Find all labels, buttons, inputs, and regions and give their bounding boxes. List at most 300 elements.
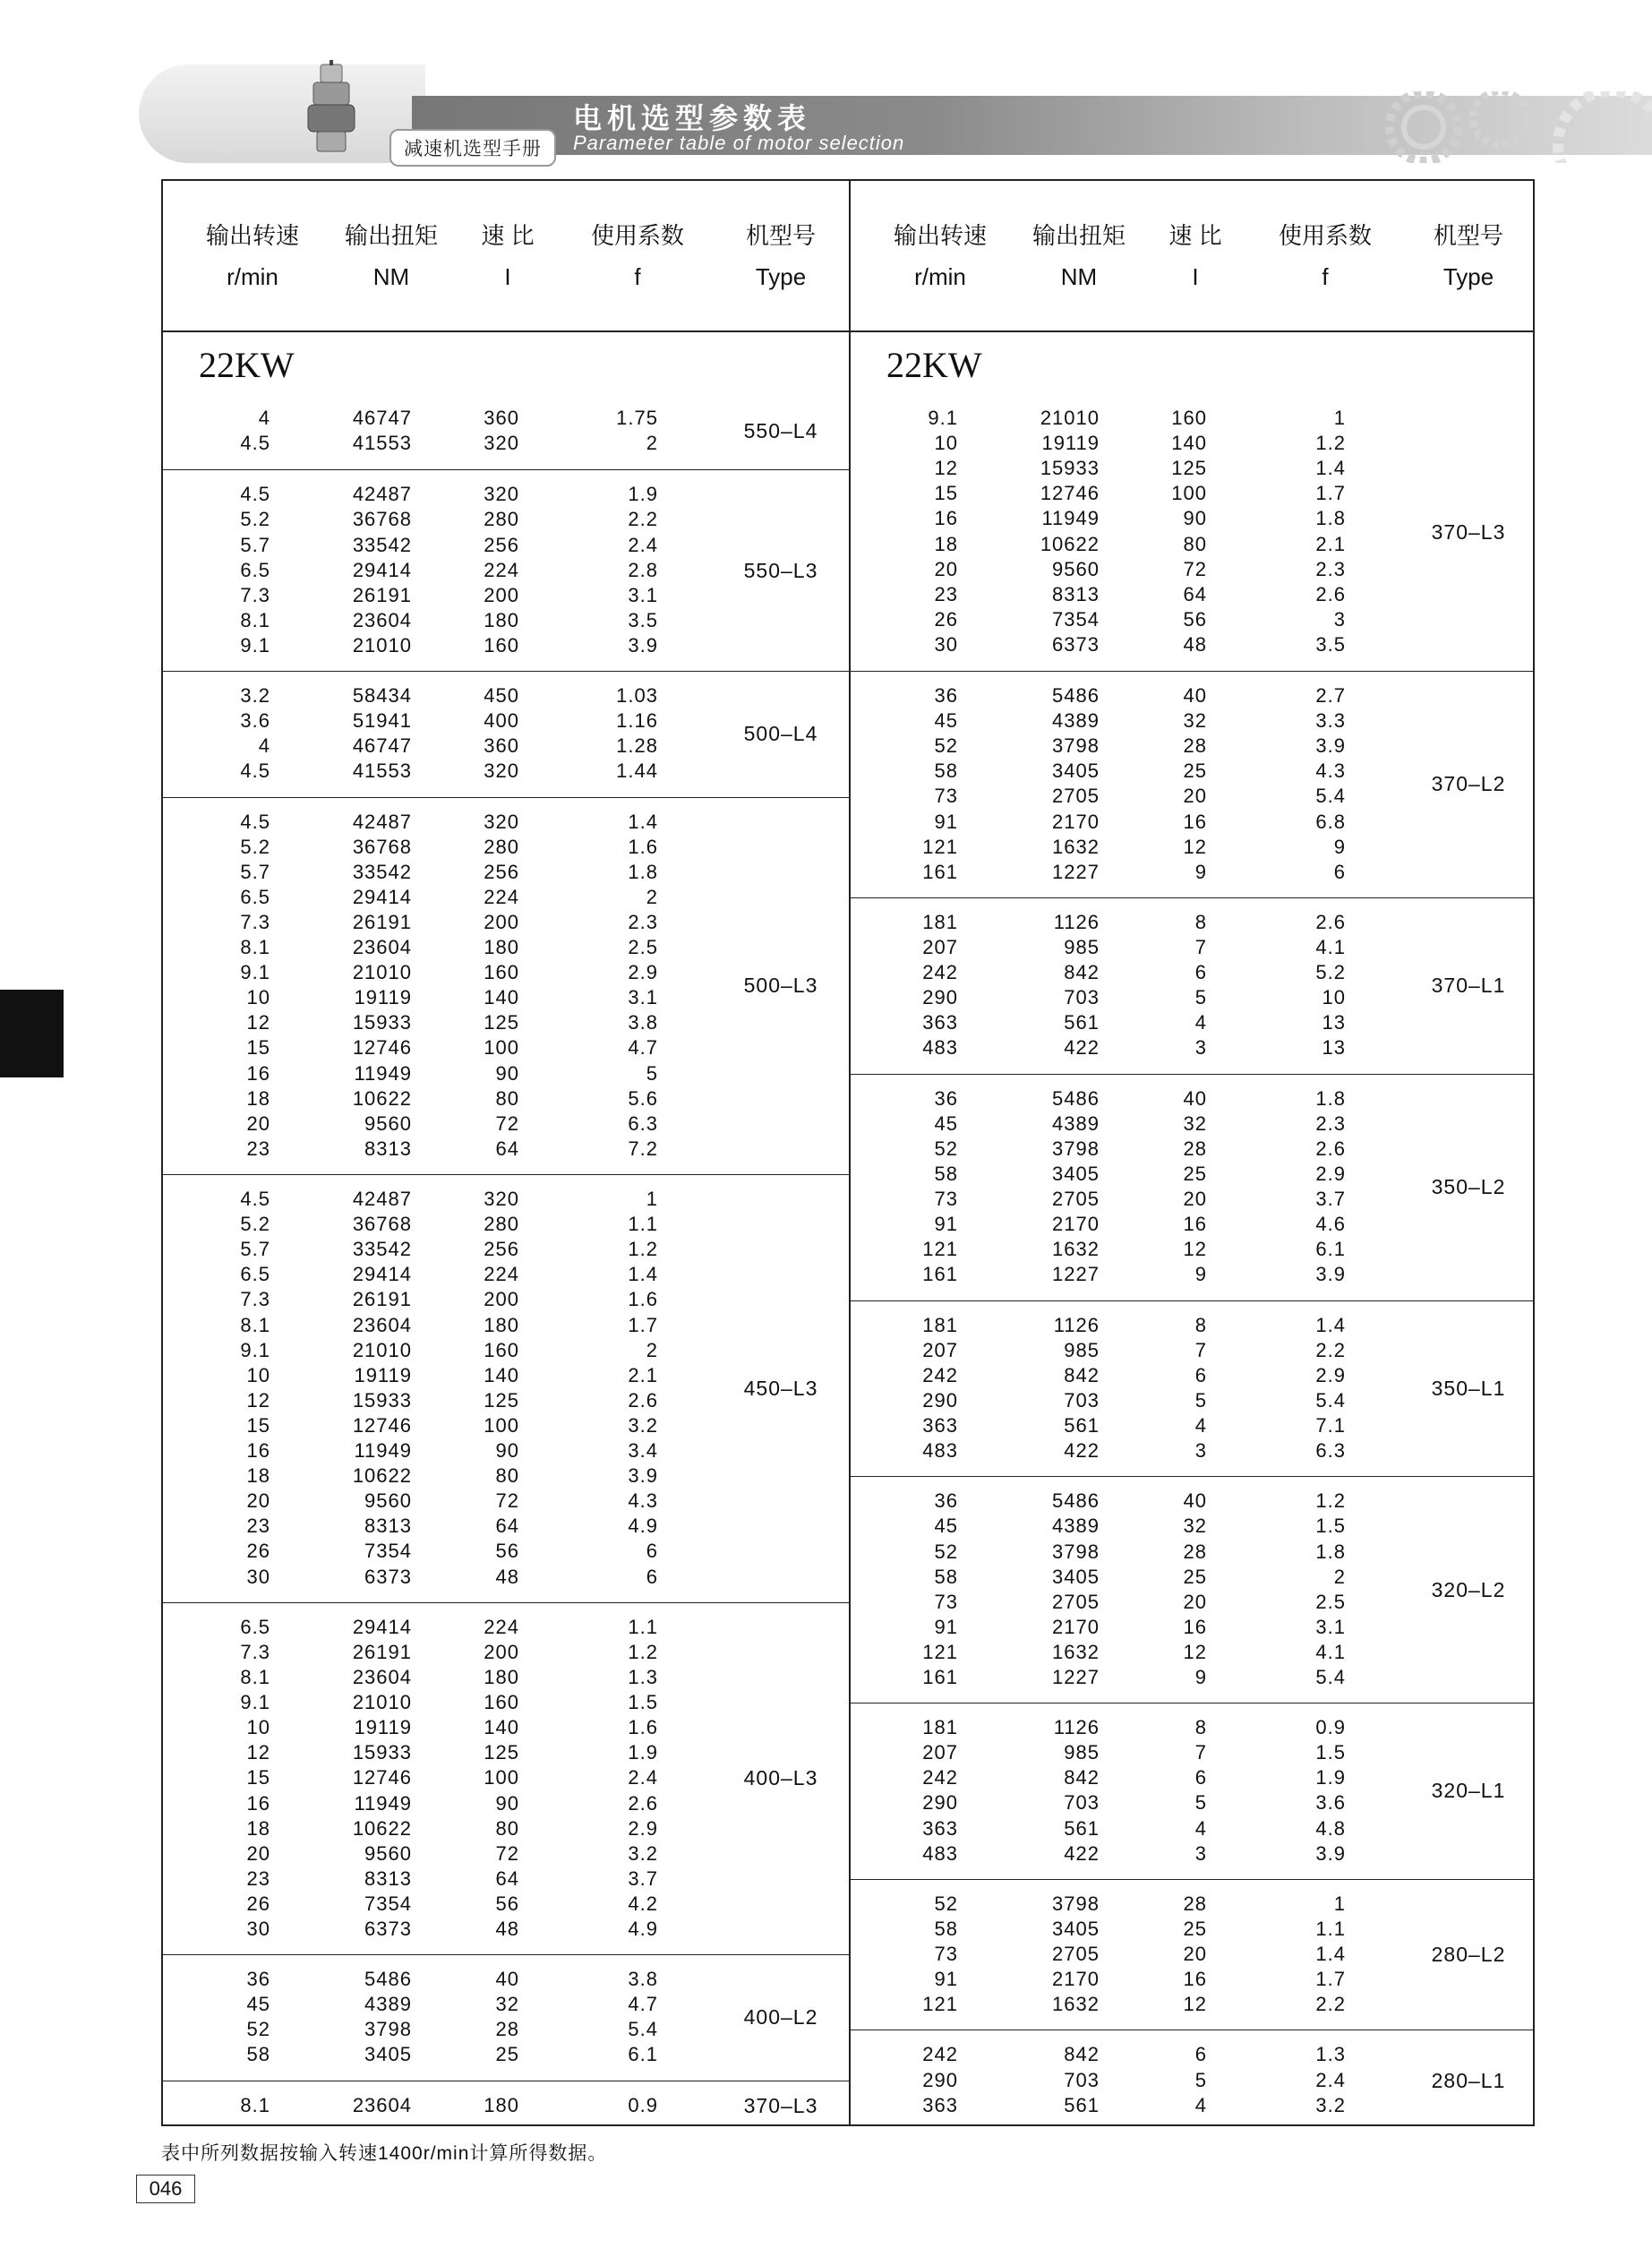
col-speed: 输出转速 r/min [893, 222, 987, 290]
ratio-cell: 4 [1194, 2093, 1207, 2116]
torque-cell: 23604 [352, 936, 412, 959]
speed-cell: 91 [934, 1968, 958, 1991]
ratio-cell: 72 [495, 1489, 519, 1513]
speed-cell: 15 [246, 1766, 270, 1789]
table-row [163, 886, 849, 911]
speed-cell: 6.5 [240, 1615, 270, 1638]
ratio-cell: 400 [484, 709, 519, 733]
speed-cell: 15 [246, 1036, 270, 1060]
speed-cell: 3.6 [240, 709, 270, 733]
speed-cell: 242 [922, 1363, 958, 1386]
ratio-cell: 100 [1171, 482, 1207, 505]
factor-cell: 2.2 [1315, 1993, 1346, 2016]
speed-cell: 9.1 [240, 1691, 270, 1714]
torque-cell: 11949 [354, 1791, 412, 1815]
ratio-cell: 6 [1194, 2043, 1207, 2066]
torque-cell: 15933 [352, 1388, 412, 1412]
torque-cell: 703 [1064, 1388, 1100, 1412]
factor-cell: 1.8 [1315, 1540, 1346, 1563]
torque-cell: 23604 [352, 1313, 412, 1336]
model-type: 280–L1 [1431, 2068, 1506, 2092]
torque-cell: 1632 [1052, 835, 1100, 858]
torque-cell: 21010 [352, 1338, 412, 1361]
model-type: 280–L2 [1431, 1943, 1506, 1967]
torque-cell: 2705 [1052, 1188, 1100, 1211]
speed-cell: 483 [922, 1036, 958, 1060]
ratio-cell: 28 [1183, 734, 1207, 758]
ratio-cell: 140 [484, 1716, 519, 1739]
speed-cell: 30 [246, 1565, 270, 1588]
torque-cell: 1126 [1053, 1313, 1100, 1336]
factor-cell: 1.1 [628, 1213, 658, 1236]
factor-cell: 1.7 [628, 1313, 658, 1336]
speed-cell: 18 [246, 1816, 270, 1840]
speed-cell: 4.5 [240, 810, 270, 833]
model-type: 320–L1 [1431, 1779, 1506, 1803]
torque-cell: 26191 [352, 910, 412, 933]
factor-cell: 1.9 [628, 483, 658, 506]
torque-cell: 9560 [364, 1841, 412, 1865]
torque-cell: 703 [1064, 986, 1100, 1009]
ratio-cell: 40 [1183, 1086, 1207, 1110]
torque-cell: 2170 [1052, 810, 1100, 833]
torque-cell: 51941 [352, 709, 412, 733]
torque-cell: 3405 [364, 2043, 412, 2066]
factor-cell: 1.5 [1315, 1515, 1346, 1538]
model-group [851, 2030, 1535, 2131]
torque-cell: 33542 [352, 533, 412, 556]
speed-cell: 8.1 [240, 936, 270, 959]
ratio-cell: 6 [1194, 1766, 1207, 1789]
speed-cell: 52 [934, 734, 958, 758]
ratio-cell: 200 [484, 583, 519, 606]
ratio-cell: 224 [484, 885, 519, 908]
factor-cell: 4.2 [628, 1892, 658, 1915]
table-row [851, 1641, 1535, 1666]
speed-cell: 12 [246, 1011, 270, 1034]
factor-cell: 5.4 [1315, 785, 1346, 808]
speed-cell: 58 [934, 1917, 958, 1940]
ratio-cell: 6 [1194, 1363, 1207, 1386]
torque-cell: 21010 [352, 1691, 412, 1714]
ratio-cell: 80 [495, 1816, 519, 1840]
speed-cell: 18 [934, 532, 958, 555]
torque-cell: 2705 [1052, 1590, 1100, 1613]
model-group [163, 2081, 849, 2132]
ratio-cell: 9 [1194, 860, 1207, 883]
speed-cell: 242 [922, 2043, 958, 2066]
speed-cell: 8.1 [240, 608, 270, 631]
torque-cell: 1227 [1052, 1666, 1100, 1688]
ratio-cell: 360 [484, 734, 519, 758]
ratio-cell: 72 [495, 1111, 519, 1135]
factor-cell: 3.8 [628, 1011, 658, 1034]
torque-cell: 1227 [1052, 860, 1100, 883]
factor-cell: 3.9 [628, 633, 658, 657]
table-row [851, 1817, 1535, 1842]
ratio-cell: 200 [484, 910, 519, 933]
torque-cell: 41553 [352, 759, 412, 783]
table-row [851, 936, 1535, 961]
speed-cell: 121 [922, 835, 958, 858]
factor-cell: 5.2 [1315, 961, 1346, 984]
torque-cell: 15933 [352, 1011, 412, 1034]
ratio-cell: 140 [1171, 432, 1207, 455]
table-right-half [851, 181, 1535, 2124]
factor-cell: 13 [1322, 1011, 1346, 1034]
torque-cell: 3798 [1052, 1137, 1100, 1160]
factor-cell: 1.2 [628, 1238, 658, 1261]
page-title-en: Parameter table of motor selection [573, 132, 905, 154]
speed-cell: 363 [922, 1011, 958, 1034]
model-group [163, 671, 849, 798]
speed-cell: 7.3 [240, 910, 270, 933]
torque-cell: 3405 [1052, 759, 1100, 783]
torque-cell: 2705 [1052, 785, 1100, 808]
factor-cell: 1 [1333, 1892, 1346, 1915]
table-row [851, 1918, 1535, 1943]
torque-cell: 42487 [352, 1188, 412, 1211]
torque-cell: 46747 [352, 407, 412, 429]
factor-cell: 4.1 [1315, 936, 1346, 959]
speed-cell: 91 [934, 810, 958, 833]
factor-cell: 2.7 [1315, 684, 1346, 708]
torque-cell: 8313 [364, 1867, 412, 1890]
ratio-cell: 40 [495, 1968, 519, 1991]
table-row [163, 1464, 849, 1489]
gears-decoration-icon [1343, 91, 1652, 163]
speed-cell: 7.3 [240, 1640, 270, 1663]
ratio-cell: 100 [484, 1036, 519, 1060]
ratio-cell: 125 [484, 1741, 519, 1764]
speed-cell: 18 [246, 1464, 270, 1488]
ratio-cell: 32 [1183, 1111, 1207, 1135]
ratio-cell: 80 [495, 1464, 519, 1488]
factor-cell: 3.9 [1315, 1263, 1346, 1286]
ratio-cell: 32 [1183, 1515, 1207, 1538]
table-row [851, 1314, 1535, 1339]
table-row [163, 1892, 849, 1918]
table-row [851, 1011, 1535, 1036]
factor-cell: 3.2 [628, 1413, 658, 1437]
factor-cell: 1.7 [1315, 1968, 1346, 1991]
torque-cell: 7354 [364, 1892, 412, 1915]
factor-cell: 2.6 [1315, 910, 1346, 933]
torque-cell: 33542 [352, 1238, 412, 1261]
table-row [163, 1666, 849, 1691]
factor-cell: 1.8 [628, 860, 658, 883]
speed-cell: 23 [934, 582, 958, 605]
ratio-cell: 32 [495, 1993, 519, 2016]
speed-cell: 181 [922, 1716, 958, 1739]
speed-cell: 6.5 [240, 885, 270, 908]
table-row [163, 1817, 849, 1842]
factor-cell: 3 [1333, 607, 1346, 631]
table-row [163, 483, 849, 508]
table-row [163, 1716, 849, 1741]
table-row [851, 836, 1535, 861]
ratio-cell: 180 [484, 2093, 519, 2116]
table-row [163, 1968, 849, 1993]
torque-cell: 6373 [364, 1565, 412, 1588]
factor-cell: 2 [1333, 1565, 1346, 1588]
table-row [163, 1489, 849, 1515]
manual-label: 减速机选型手册 [389, 129, 556, 167]
torque-cell: 1632 [1052, 1238, 1100, 1261]
power-label: 22KW [199, 345, 295, 385]
ratio-cell: 16 [1183, 1968, 1207, 1991]
speed-cell: 207 [922, 1338, 958, 1361]
ratio-cell: 160 [484, 1691, 519, 1714]
torque-cell: 985 [1064, 1741, 1100, 1764]
factor-cell: 6.3 [628, 1111, 658, 1135]
torque-cell: 5486 [1052, 684, 1100, 708]
ratio-cell: 3 [1194, 1439, 1207, 1463]
speed-cell: 8.1 [240, 1313, 270, 1336]
model-type: 450–L3 [743, 1376, 818, 1400]
torque-cell: 23604 [352, 608, 412, 631]
factor-cell: 4.7 [628, 1036, 658, 1060]
speed-cell: 7.3 [240, 583, 270, 606]
factor-cell: 3.1 [628, 986, 658, 1009]
torque-cell: 1632 [1052, 1993, 1100, 2016]
table-row [851, 1414, 1535, 1439]
factor-cell: 9 [1333, 835, 1346, 858]
model-group [851, 1074, 1535, 1301]
torque-cell: 561 [1064, 1816, 1100, 1840]
ratio-cell: 20 [1183, 1943, 1207, 1966]
torque-cell: 19119 [1041, 432, 1100, 455]
ratio-cell: 6 [1194, 961, 1207, 984]
ratio-cell: 16 [1183, 1213, 1207, 1236]
ratio-cell: 56 [495, 1892, 519, 1915]
speed-cell: 483 [922, 1439, 958, 1463]
gearbox-logo-icon [295, 60, 367, 159]
speed-cell: 45 [934, 1515, 958, 1538]
power-label: 22KW [886, 345, 982, 385]
ratio-cell: 25 [495, 2043, 519, 2066]
section-tab-marker [0, 990, 64, 1077]
model-group [851, 1476, 1535, 1703]
speed-cell: 20 [246, 1489, 270, 1513]
factor-cell: 3.2 [628, 1841, 658, 1865]
speed-cell: 15 [934, 482, 958, 505]
speed-cell: 58 [934, 1565, 958, 1588]
table-row [163, 1566, 849, 1591]
table-row [163, 811, 849, 836]
torque-cell: 561 [1064, 2093, 1100, 2116]
model-type: 550–L3 [743, 558, 818, 582]
table-row [851, 684, 1535, 709]
model-group [163, 1174, 849, 1603]
factor-cell: 2 [646, 1338, 658, 1361]
torque-cell: 12746 [352, 1766, 412, 1789]
torque-cell: 8313 [364, 1137, 412, 1160]
factor-cell: 2.3 [628, 910, 658, 933]
speed-cell: 26 [246, 1892, 270, 1915]
table-row [163, 1842, 849, 1867]
table-row [163, 1439, 849, 1464]
factor-cell: 2.9 [628, 961, 658, 984]
factor-cell: 1.4 [628, 810, 658, 833]
speed-cell: 290 [922, 1791, 958, 1815]
table-row [851, 1842, 1535, 1867]
speed-cell: 8.1 [240, 2093, 270, 2116]
table-row [851, 407, 1535, 432]
speed-cell: 23 [246, 1515, 270, 1538]
factor-cell: 3.5 [628, 608, 658, 631]
ratio-cell: 160 [484, 633, 519, 657]
speed-cell: 5.2 [240, 508, 270, 531]
speed-cell: 207 [922, 1741, 958, 1764]
ratio-cell: 12 [1183, 835, 1207, 858]
ratio-cell: 125 [484, 1388, 519, 1412]
speed-cell: 242 [922, 1766, 958, 1789]
table-row [163, 911, 849, 936]
torque-cell: 703 [1064, 2068, 1100, 2091]
table-row [851, 457, 1535, 482]
table-row [163, 1087, 849, 1112]
table-row [163, 1011, 849, 1036]
torque-cell: 10622 [352, 1816, 412, 1840]
ratio-cell: 28 [1183, 1892, 1207, 1915]
table-row [163, 634, 849, 659]
torque-cell: 12746 [352, 1036, 412, 1060]
table-row [851, 1892, 1535, 1918]
factor-cell: 1.03 [616, 684, 658, 708]
torque-cell: 19119 [354, 986, 412, 1009]
torque-cell: 36768 [352, 1213, 412, 1236]
factor-cell: 2.5 [1315, 1590, 1346, 1613]
model-group [851, 1300, 1535, 1478]
factor-cell: 1.6 [628, 1716, 658, 1739]
ratio-cell: 9 [1194, 1263, 1207, 1286]
torque-cell: 15933 [352, 1741, 412, 1764]
model-group [163, 797, 849, 1176]
torque-cell: 422 [1064, 1036, 1100, 1060]
ratio-cell: 280 [484, 508, 519, 531]
table-row [163, 1112, 849, 1137]
table-row [851, 1213, 1535, 1238]
torque-cell: 46747 [352, 734, 412, 758]
table-left-half [163, 181, 851, 2124]
table-row [851, 1616, 1535, 1641]
speed-cell: 363 [922, 2093, 958, 2116]
factor-cell: 1.1 [1315, 1917, 1346, 1940]
table-row [163, 861, 849, 886]
speed-cell: 7.3 [240, 1288, 270, 1311]
torque-cell: 11949 [354, 1061, 412, 1085]
speed-cell: 4.5 [240, 432, 270, 455]
ratio-cell: 25 [1183, 1917, 1207, 1940]
table-row [851, 1112, 1535, 1137]
table-row [851, 734, 1535, 759]
torque-cell: 41553 [352, 432, 412, 455]
table-row [163, 1263, 849, 1288]
torque-cell: 33542 [352, 860, 412, 883]
factor-cell: 2.8 [628, 558, 658, 581]
col-speed: 输出转速 r/min [205, 222, 299, 290]
table-row [163, 1339, 849, 1364]
table-row [851, 1716, 1535, 1741]
torque-cell: 422 [1064, 1841, 1100, 1865]
factor-cell: 3.9 [1315, 1841, 1346, 1865]
factor-cell: 2.5 [628, 936, 658, 959]
speed-cell: 3.2 [240, 684, 270, 708]
speed-cell: 10 [934, 432, 958, 455]
torque-cell: 12746 [352, 1413, 412, 1437]
speed-cell: 58 [934, 759, 958, 783]
factor-cell: 1.9 [1315, 1766, 1346, 1789]
torque-cell: 5486 [1052, 1489, 1100, 1513]
speed-cell: 290 [922, 1388, 958, 1412]
ratio-cell: 64 [1183, 582, 1207, 605]
torque-cell: 842 [1064, 1363, 1100, 1386]
torque-cell: 9560 [364, 1489, 412, 1513]
logo-backdrop [139, 64, 425, 163]
speed-cell: 5.7 [240, 1238, 270, 1261]
speed-cell: 181 [922, 1313, 958, 1336]
ratio-cell: 160 [484, 1338, 519, 1361]
ratio-cell: 100 [484, 1766, 519, 1789]
factor-cell: 7.2 [628, 1137, 658, 1160]
table-row [163, 1036, 849, 1061]
factor-cell: 6 [646, 1565, 658, 1588]
ratio-cell: 125 [484, 1011, 519, 1034]
col-service-factor: 使用系数 f [590, 222, 684, 290]
speed-cell: 5.7 [240, 533, 270, 556]
torque-cell: 3405 [1052, 1565, 1100, 1588]
speed-cell: 36 [934, 1489, 958, 1513]
ratio-cell: 28 [495, 2018, 519, 2041]
ratio-cell: 140 [484, 986, 519, 1009]
col-type: 机型号 Type [745, 222, 816, 290]
speed-cell: 20 [934, 557, 958, 580]
ratio-cell: 40 [1183, 1489, 1207, 1513]
ratio-cell: 4 [1194, 1011, 1207, 1034]
torque-cell: 29414 [352, 885, 412, 908]
torque-cell: 58434 [352, 684, 412, 708]
factor-cell: 3.9 [628, 1464, 658, 1488]
ratio-cell: 200 [484, 1640, 519, 1663]
factor-cell: 1.28 [616, 734, 658, 758]
table-row [163, 1288, 849, 1313]
ratio-cell: 64 [495, 1515, 519, 1538]
factor-cell: 5.4 [628, 2018, 658, 2041]
factor-cell: 1.7 [1315, 482, 1346, 505]
speed-cell: 91 [934, 1213, 958, 1236]
speed-cell: 4.5 [240, 483, 270, 506]
factor-cell: 6.1 [628, 2043, 658, 2066]
torque-cell: 8313 [1052, 582, 1100, 605]
factor-cell: 6 [646, 1540, 658, 1563]
torque-cell: 3798 [1052, 1892, 1100, 1915]
torque-cell: 2170 [1052, 1968, 1100, 1991]
factor-cell: 1 [646, 1188, 658, 1211]
factor-cell: 3.2 [1315, 2093, 1346, 2116]
speed-cell: 121 [922, 1238, 958, 1261]
torque-cell: 6373 [364, 1918, 412, 1940]
speed-cell: 9.1 [240, 633, 270, 657]
speed-cell: 9.1 [928, 407, 958, 429]
model-type: 500–L4 [743, 722, 818, 746]
torque-cell: 2170 [1052, 1213, 1100, 1236]
torque-cell: 10622 [352, 1086, 412, 1110]
factor-cell: 1.5 [1315, 1741, 1346, 1764]
factor-cell: 1.6 [628, 835, 658, 858]
factor-cell: 10 [1322, 986, 1346, 1009]
speed-cell: 4 [258, 407, 270, 429]
